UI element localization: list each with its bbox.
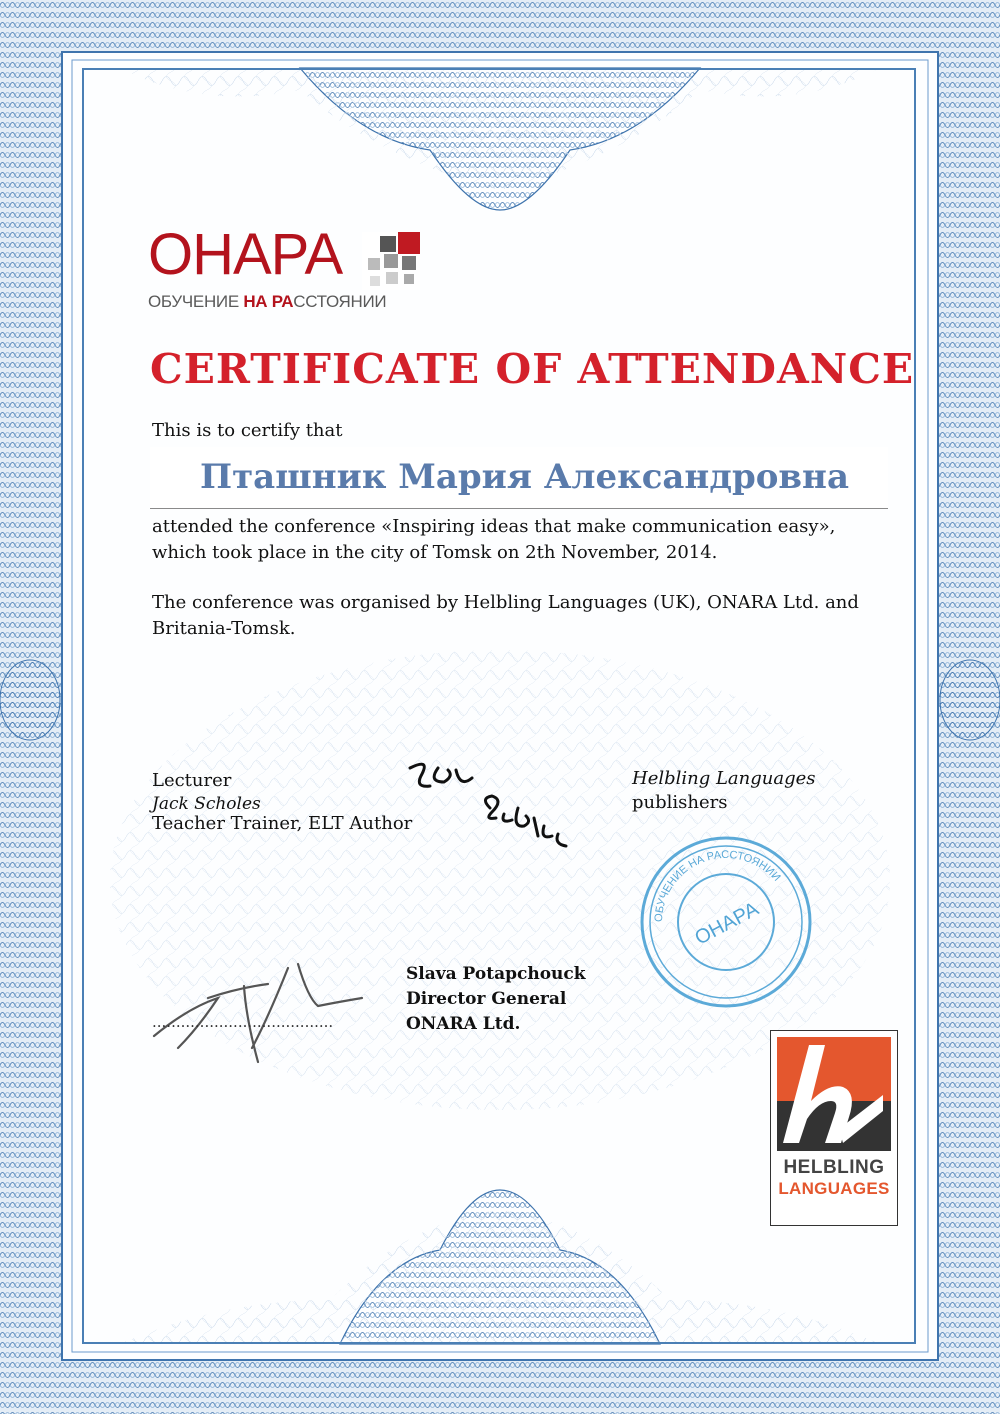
publisher-block bbox=[632, 767, 816, 815]
recipient-name: Пташник Мария Александровна bbox=[200, 457, 849, 497]
onara-logo bbox=[148, 222, 438, 322]
certificate-title: CERTIFICATE OF ATTENDANCE bbox=[150, 345, 915, 393]
onara-logo-tagline: ОБУЧЕНИЕ НА РАССТОЯНИИ bbox=[148, 292, 387, 311]
onara-pixel-icon bbox=[362, 232, 420, 290]
publisher-role: publishers bbox=[632, 792, 728, 813]
onara-stamp bbox=[638, 834, 814, 1010]
attendance-line-1: attended the conference «Inspiring ideas that make communication easy», bbox=[152, 516, 836, 537]
organiser-line-1: The conference was organised by Helbling Languages (UK), ONARA Ltd. and bbox=[152, 592, 859, 613]
helbling-logo-line-1: HELBLING bbox=[783, 1157, 885, 1178]
stamp-center-text: ОНАРА bbox=[691, 897, 763, 950]
lecturer-block bbox=[152, 768, 412, 834]
stamp-ring-text: ОБУЧЕНИЕ НА РАССТОЯНИИ bbox=[652, 848, 783, 923]
helbling-h-icon bbox=[779, 1039, 889, 1149]
certify-text: This is to certify that bbox=[152, 420, 343, 441]
recipient-band bbox=[150, 447, 888, 509]
director-block bbox=[406, 962, 586, 1037]
helbling-logo bbox=[770, 1030, 898, 1226]
attendance-line-2: which took place in the city of Tomsk on 2th November, 2014. bbox=[152, 542, 718, 563]
onara-logo-name: ОНАРА bbox=[148, 222, 343, 287]
lecturer-signature bbox=[400, 748, 580, 878]
lecturer-role: Teacher Trainer, ELT Author bbox=[152, 813, 413, 834]
lecturer-name: Jack Scholes bbox=[152, 794, 261, 814]
publisher-name: Helbling Languages bbox=[632, 768, 816, 789]
helbling-logo-line-2: LANGUAGES bbox=[778, 1179, 890, 1198]
director-company: ONARA Ltd. bbox=[406, 1014, 521, 1034]
lecturer-label: Lecturer bbox=[152, 770, 232, 791]
director-name: Slava Potapchouck bbox=[406, 964, 586, 984]
director-title: Director General bbox=[406, 989, 567, 1009]
signature-line: ...................................... bbox=[152, 1013, 334, 1031]
organiser-line-2: Britania-Tomsk. bbox=[152, 618, 296, 639]
